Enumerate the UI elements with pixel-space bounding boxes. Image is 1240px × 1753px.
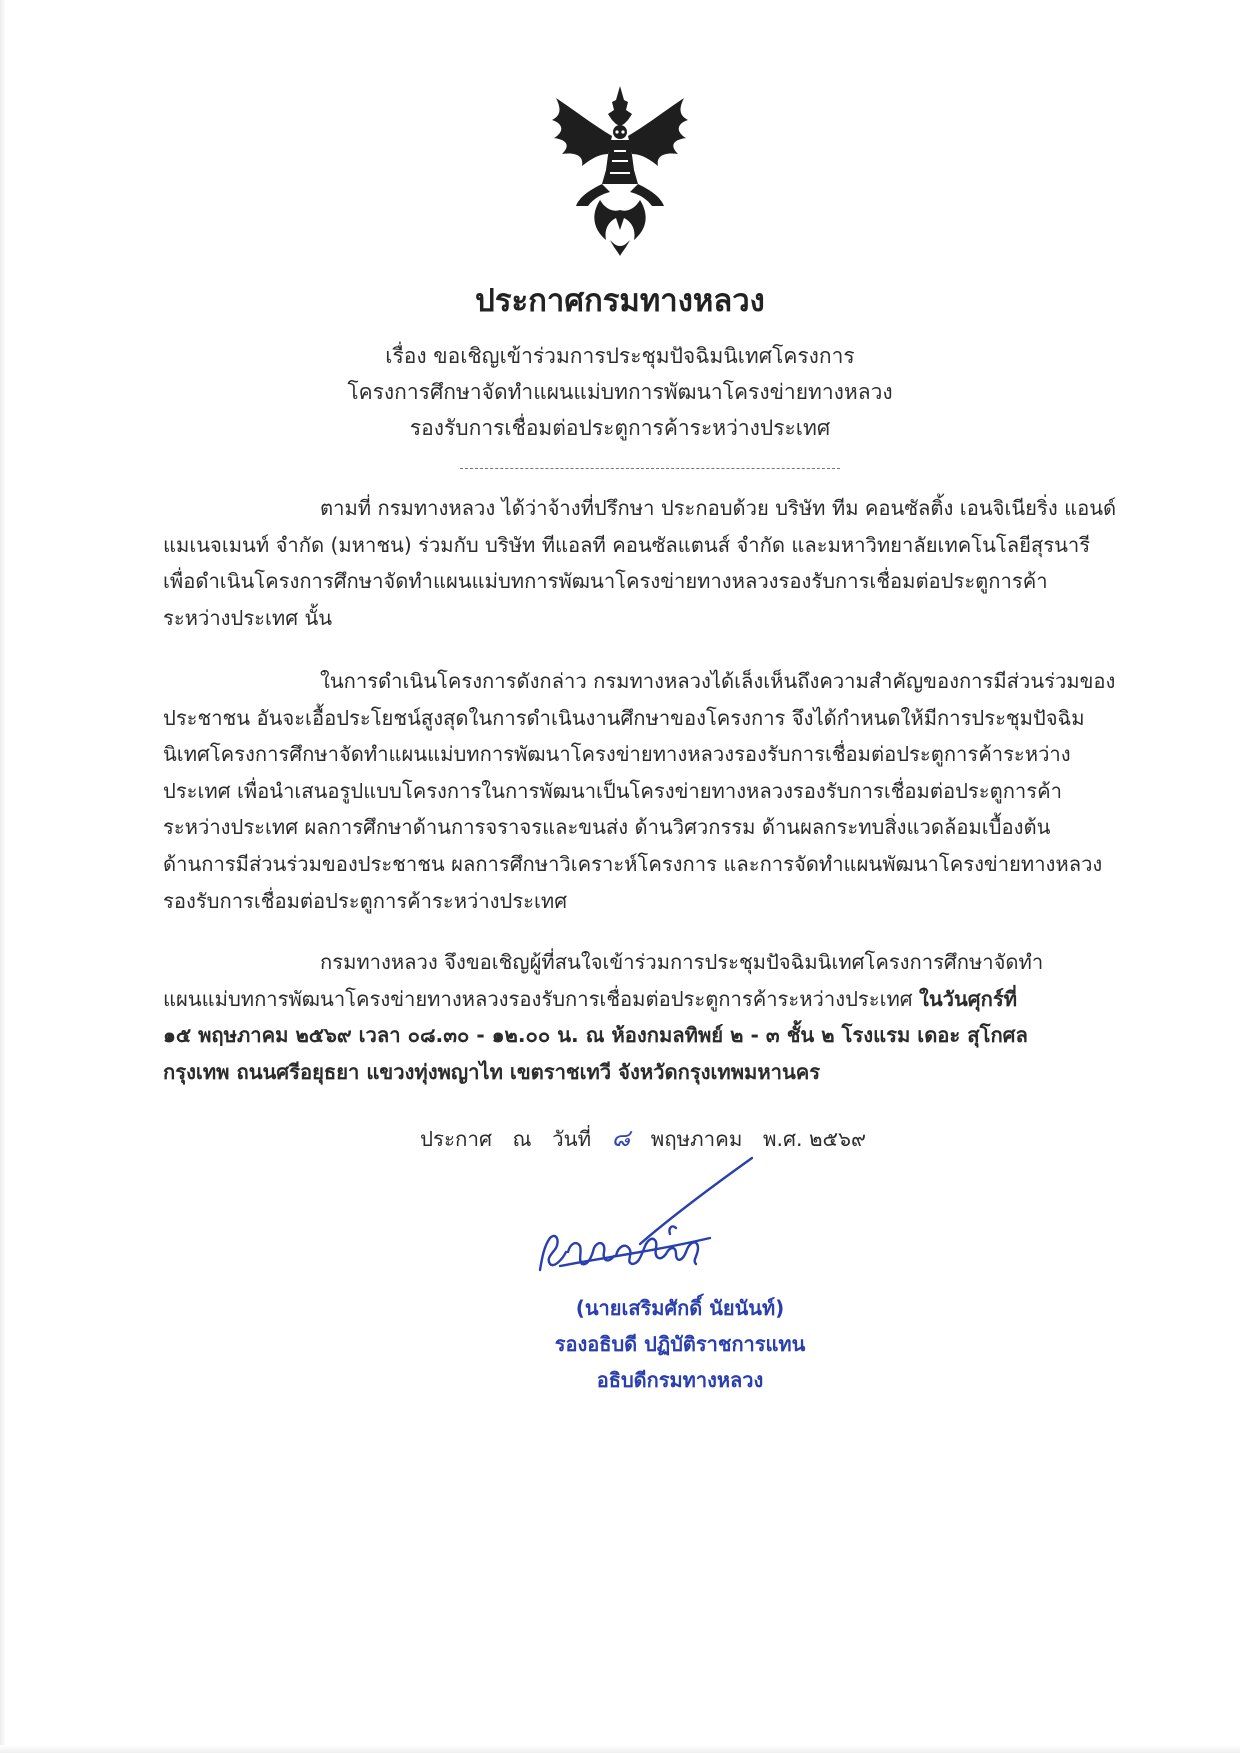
handwritten-day: ๘ — [611, 1124, 631, 1152]
paragraph-line: กรมทางหลวง จึงขอเชิญผู้ที่สนใจเข้าร่วมการประชุมปัจฉิมนิเทศโครงการศึกษาจัดทำ — [320, 950, 1044, 974]
paragraph-line: แมเนจเมนท์ จำกัด (มหาชน) ร่วมกับ บริษัท ทีแอลที คอนซัลแตนส์ จำกัด และมหาวิทยาลัยเทคโนโลยีสุรนารี — [163, 532, 1091, 557]
paragraph-line: นิเทศโครงการศึกษาจัดทำแผนแม่บทการพัฒนาโครงข่ายทางหลวงรองรับการเชื่อมต่อประตูการค้าระหว่าง — [163, 742, 1071, 767]
paragraph-line: เพื่อดำเนินโครงการศึกษาจัดทำแผนแม่บทการพัฒนาโครงข่ายทางหลวงรองรับการเชื่อมต่อประตูการค้า — [163, 569, 1048, 593]
signatory-office: อธิบดีกรมทางหลวง — [596, 1368, 764, 1392]
meeting-date-label: ในวันศุกร์ที่ — [919, 986, 1017, 1011]
paragraph-3 — [163, 944, 1118, 1090]
paragraph-line: ด้านการมีส่วนร่วมของประชาชน ผลการศึกษาวิเคราะห์โครงการ และการจัดทำแผนพัฒนาโครงข่ายทางหลวง — [163, 851, 1103, 876]
paragraph-line: ประเทศ เพื่อนำเสนอรูปแบบโครงการในการพัฒนาเป็นโครงข่ายทางหลวงรองรับการเชื่อมต่อประตูการค้า — [163, 778, 1062, 803]
paragraph-2 — [163, 663, 1118, 919]
announce-prefix: ประกาศ — [420, 1127, 492, 1151]
divider — [460, 468, 840, 469]
paragraph-line: ระหว่างประเทศ ผลการศึกษาด้านการจราจรและขนส่ง ด้านวิศวกรรม ด้านผลกระทบสิ่งแวดล้อมเบื้องต้น — [163, 815, 1051, 840]
subject-line: รองรับการเชื่อมต่อประตูการค้าระหว่างประเทศ — [409, 416, 831, 440]
paragraph-line: ในการดำเนินโครงการดังกล่าว กรมทางหลวงได้เล็งเห็นถึงความสำคัญของการมีส่วนร่วมของ — [320, 669, 1116, 693]
garuda-emblem-icon — [540, 80, 700, 260]
paragraph-line: รองรับการเชื่อมต่อประตูการค้าระหว่างประเทศ — [163, 888, 568, 913]
subject-block — [0, 338, 1240, 446]
paragraph-1 — [163, 490, 1118, 636]
meeting-location: กรุงเทพ ถนนศรีอยุธยา แขวงทุ่งพญาไท เขตราชเทวี จังหวัดกรุงเทพมหานคร — [163, 1059, 821, 1084]
announce-at: ณ — [512, 1127, 532, 1151]
subject-line: โครงการศึกษาจัดทำแผนแม่บทการพัฒนาโครงข่ายทางหลวง — [347, 380, 893, 404]
paragraph-line: ระหว่างประเทศ นั้น — [163, 605, 333, 630]
announce-day-label: วันที่ — [552, 1127, 592, 1151]
announce-month: พฤษภาคม — [650, 1127, 743, 1151]
signature-icon — [520, 1148, 780, 1288]
subject-line: เรื่อง ขอเชิญเข้าร่วมการประชุมปัจฉิมนิเทศโครงการ — [385, 344, 855, 368]
scan-edge — [0, 0, 6, 1753]
paragraph-line — [163, 981, 1118, 1018]
signatory-name: (นายเสริมศักดิ์ นัยนันท์) — [575, 1296, 785, 1320]
paragraph-text: แผนแม่บทการพัฒนาโครงข่ายทางหลวงรองรับการเชื่อมต่อประตูการค้าระหว่างประเทศ — [163, 986, 920, 1011]
meeting-details: ๑๕ พฤษภาคม ๒๕๖๙ เวลา ๐๘.๓๐ - ๑๒.๐๐ น. ณ ห้องกมลทิพย์ ๒ - ๓ ชั้น ๒ โรงแรม เดอะ สุโกศล — [163, 1023, 1028, 1048]
document-title: ประกาศกรมทางหลวง — [475, 283, 765, 319]
signatory-position: รองอธิบดี ปฏิบัติราชการแทน — [554, 1332, 806, 1356]
announce-year: พ.ศ. ๒๕๖๙ — [762, 1127, 867, 1151]
signatory-block — [0, 1290, 1240, 1398]
paragraph-line: ตามที่ กรมทางหลวง ได้ว่าจ้างที่ปรึกษา ประกอบด้วย บริษัท ทีม คอนซัลติ้ง เอนจิเนียริ่ง แอนด์ — [320, 496, 1117, 520]
paragraph-line: ประชาชน อันจะเอื้อประโยชน์สูงสุดในการดำเนินงานศึกษาของโครงการ จึงได้กำหนดให้มีการประชุมปัจฉิม — [163, 705, 1085, 730]
scan-edge — [0, 1745, 1240, 1753]
